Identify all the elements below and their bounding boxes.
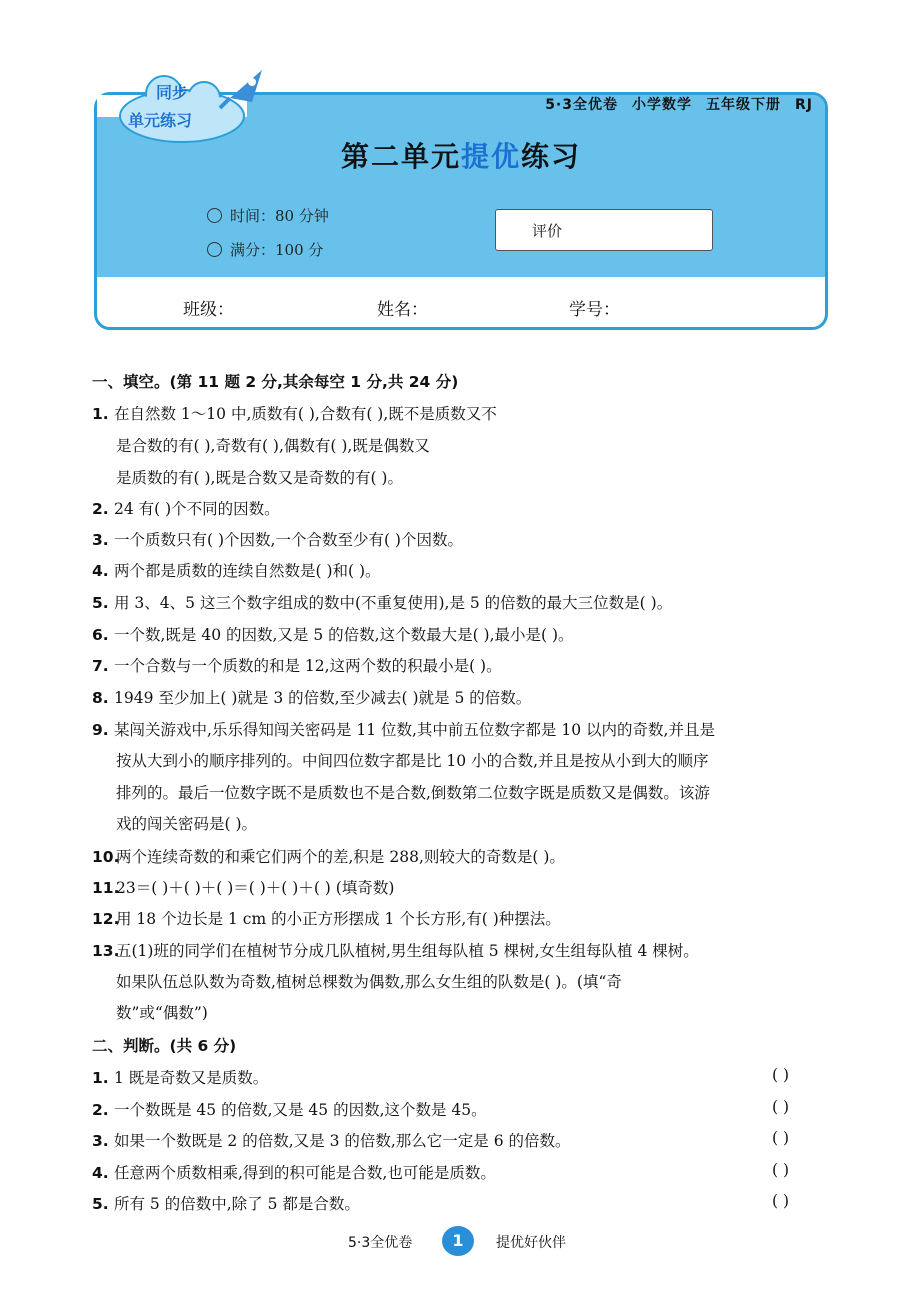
question-text: 所有 5 的倍数中,除了 5 都是合数。 [114,1195,360,1213]
badge-line1: 同步 [156,83,189,102]
question-text: 两个都是质数的连续自然数是( )和( )。 [114,562,381,580]
name-label: 姓名： [377,300,428,320]
question-text: 是质数的有( ),既是合数又是奇数的有( )。 [116,469,403,487]
question-text: 一个数,既是 40 的因数,又是 5 的倍数,这个数最大是( ),最小是( )。 [114,626,574,644]
answer-parentheses[interactable]: ( ) [772,1066,790,1084]
question-text: 排列的。最后一位数字既不是质数也不是合数,倒数第二位数字既是质数又是偶数。该游 [116,784,710,802]
question-text: 1949 至少加上( )就是 3 的倍数,至少减去( )就是 5 的倍数。 [114,689,532,707]
question-text: 是合数的有( ),奇数有( ),偶数有( ),既是偶数又 [116,437,430,455]
question-number: 13. [92,942,120,960]
question-number: 3. [92,1132,109,1150]
question-line [92,591,672,613]
question-line [92,497,280,519]
meta-edition: RJ [795,97,813,113]
question-line [116,781,710,803]
question-line [92,623,574,645]
question-line [92,686,531,708]
question-text: 一个合数与一个质数的和是 12,这两个数的积最小是( )。 [114,657,502,675]
question-line [116,1001,208,1023]
section1-title: 一、填空。(第 11 题 2 分,其余每空 1 分,共 24 分) [92,373,459,391]
judgement-item [92,1098,487,1120]
unit-badge [112,68,272,148]
clock-icon [207,208,222,223]
badge-line2: 单元练习 [128,111,193,130]
question-number: 5. [92,1195,109,1213]
question-number: 3. [92,531,109,549]
footer-series: 5·3全优卷 [348,1235,413,1251]
question-text: 戏的闯关密码是( )。 [116,815,258,833]
question-line [92,907,561,929]
question-text: 1 既是奇数又是质数。 [114,1069,269,1087]
judgement-item [92,1192,360,1214]
question-text: 五(1)班的同学们在植树节分成几队植树,男生组每队植 5 棵树,女生组每队植 4 棵树。 [116,942,699,960]
answer-parentheses[interactable]: ( ) [772,1097,790,1116]
question-number: 2. [92,1100,109,1119]
question-text: 两个连续奇数的和乘它们两个的差,积是 288,则较大的奇数是( )。 [116,848,565,866]
section2-title: 二、判断。(共 6 分) [92,1037,237,1055]
question-line [116,466,403,488]
question-number: 1. [92,1069,109,1087]
question-text: 按从大到小的顺序排列的。中间四位数字都是比 10 小的合数,并且是按从小到大的顺序 [116,752,709,770]
question-text: 用 3、4、5 这三个数字组成的数中(不重复使用),是 5 的倍数的最大三位数是( )。 [114,594,673,612]
book-meta [531,94,813,114]
question-text: 24 有( )个不同的因数。 [114,500,280,518]
question-line [92,559,381,581]
question-number: 4. [92,562,109,580]
question-line [92,528,463,550]
question-text: 一个数既是 45 的倍数,又是 45 的因数,这个数是 45。 [114,1100,487,1119]
question-line [116,970,622,992]
check-circle-icon [207,242,222,257]
question-line [92,845,565,867]
question-text: 某闯关游戏中,乐乐得知闯关密码是 11 位数,其中前五位数字都是 10 以内的奇数,并且是 [114,721,715,739]
question-number: 6. [92,626,109,644]
judgement-item [92,1066,268,1088]
question-text: 任意两个质数相乘,得到的积可能是合数,也可能是质数。 [114,1163,496,1182]
question-number: 9. [92,721,109,739]
page-number: 1 [442,1226,474,1256]
judgement-item [92,1161,496,1183]
question-number: 10. [92,848,120,866]
evaluation-box[interactable]: 评价 [495,209,713,251]
question-line [92,654,502,676]
question-number: 5. [92,594,109,612]
question-line [92,402,497,424]
score-info: 满分：100 分 [207,239,323,260]
question-line [116,749,709,771]
question-text: 在自然数 1～10 中,质数有( ),合数有( ),既不是质数又不 [114,405,497,423]
page-footer [0,1226,920,1256]
answer-parentheses[interactable]: ( ) [772,1192,790,1210]
student-number-label: 学号： [569,300,620,320]
footer-slogan: 提优好伙伴 [496,1235,566,1251]
judgement-item [92,1129,571,1151]
question-line [116,812,257,834]
question-text: 一个质数只有( )个因数,一个合数至少有( )个因数。 [114,531,463,549]
question-number: 4. [92,1163,109,1182]
question-number: 2. [92,500,109,518]
answer-parentheses[interactable]: ( ) [772,1160,790,1179]
question-text: 数”或“偶数”) [116,1004,208,1022]
question-text: 23＝( )＋( )＋( )＝( )＋( )＋( ) (填奇数) [116,879,395,897]
question-line [92,718,715,740]
question-number: 8. [92,689,109,707]
question-number: 11. [92,879,120,897]
class-label: 班级： [183,300,234,320]
time-info: 时间：80 分钟 [207,205,329,226]
question-number: 12. [92,910,120,928]
meta-grade: 五年级下册 [706,97,781,113]
question-text: 如果一个数既是 2 的倍数,又是 3 的倍数,那么它一定是 6 的倍数。 [114,1132,571,1150]
meta-subject: 小学数学 [632,97,692,113]
question-line [92,876,394,898]
answer-parentheses[interactable]: ( ) [772,1129,790,1147]
meta-series: 5·3全优卷 [545,97,618,113]
question-number: 7. [92,657,109,675]
question-line [92,939,699,961]
question-line [116,434,430,456]
page-title: 第二单元提优练习 [340,140,582,173]
question-text: 用 18 个边长是 1 cm 的小正方形摆成 1 个长方形,有( )种摆法。 [116,910,561,928]
question-number: 1. [92,405,109,423]
question-text: 如果队伍总队数为奇数,植树总棵数为偶数,那么女生组的队数是( )。(填“奇 [116,973,622,991]
